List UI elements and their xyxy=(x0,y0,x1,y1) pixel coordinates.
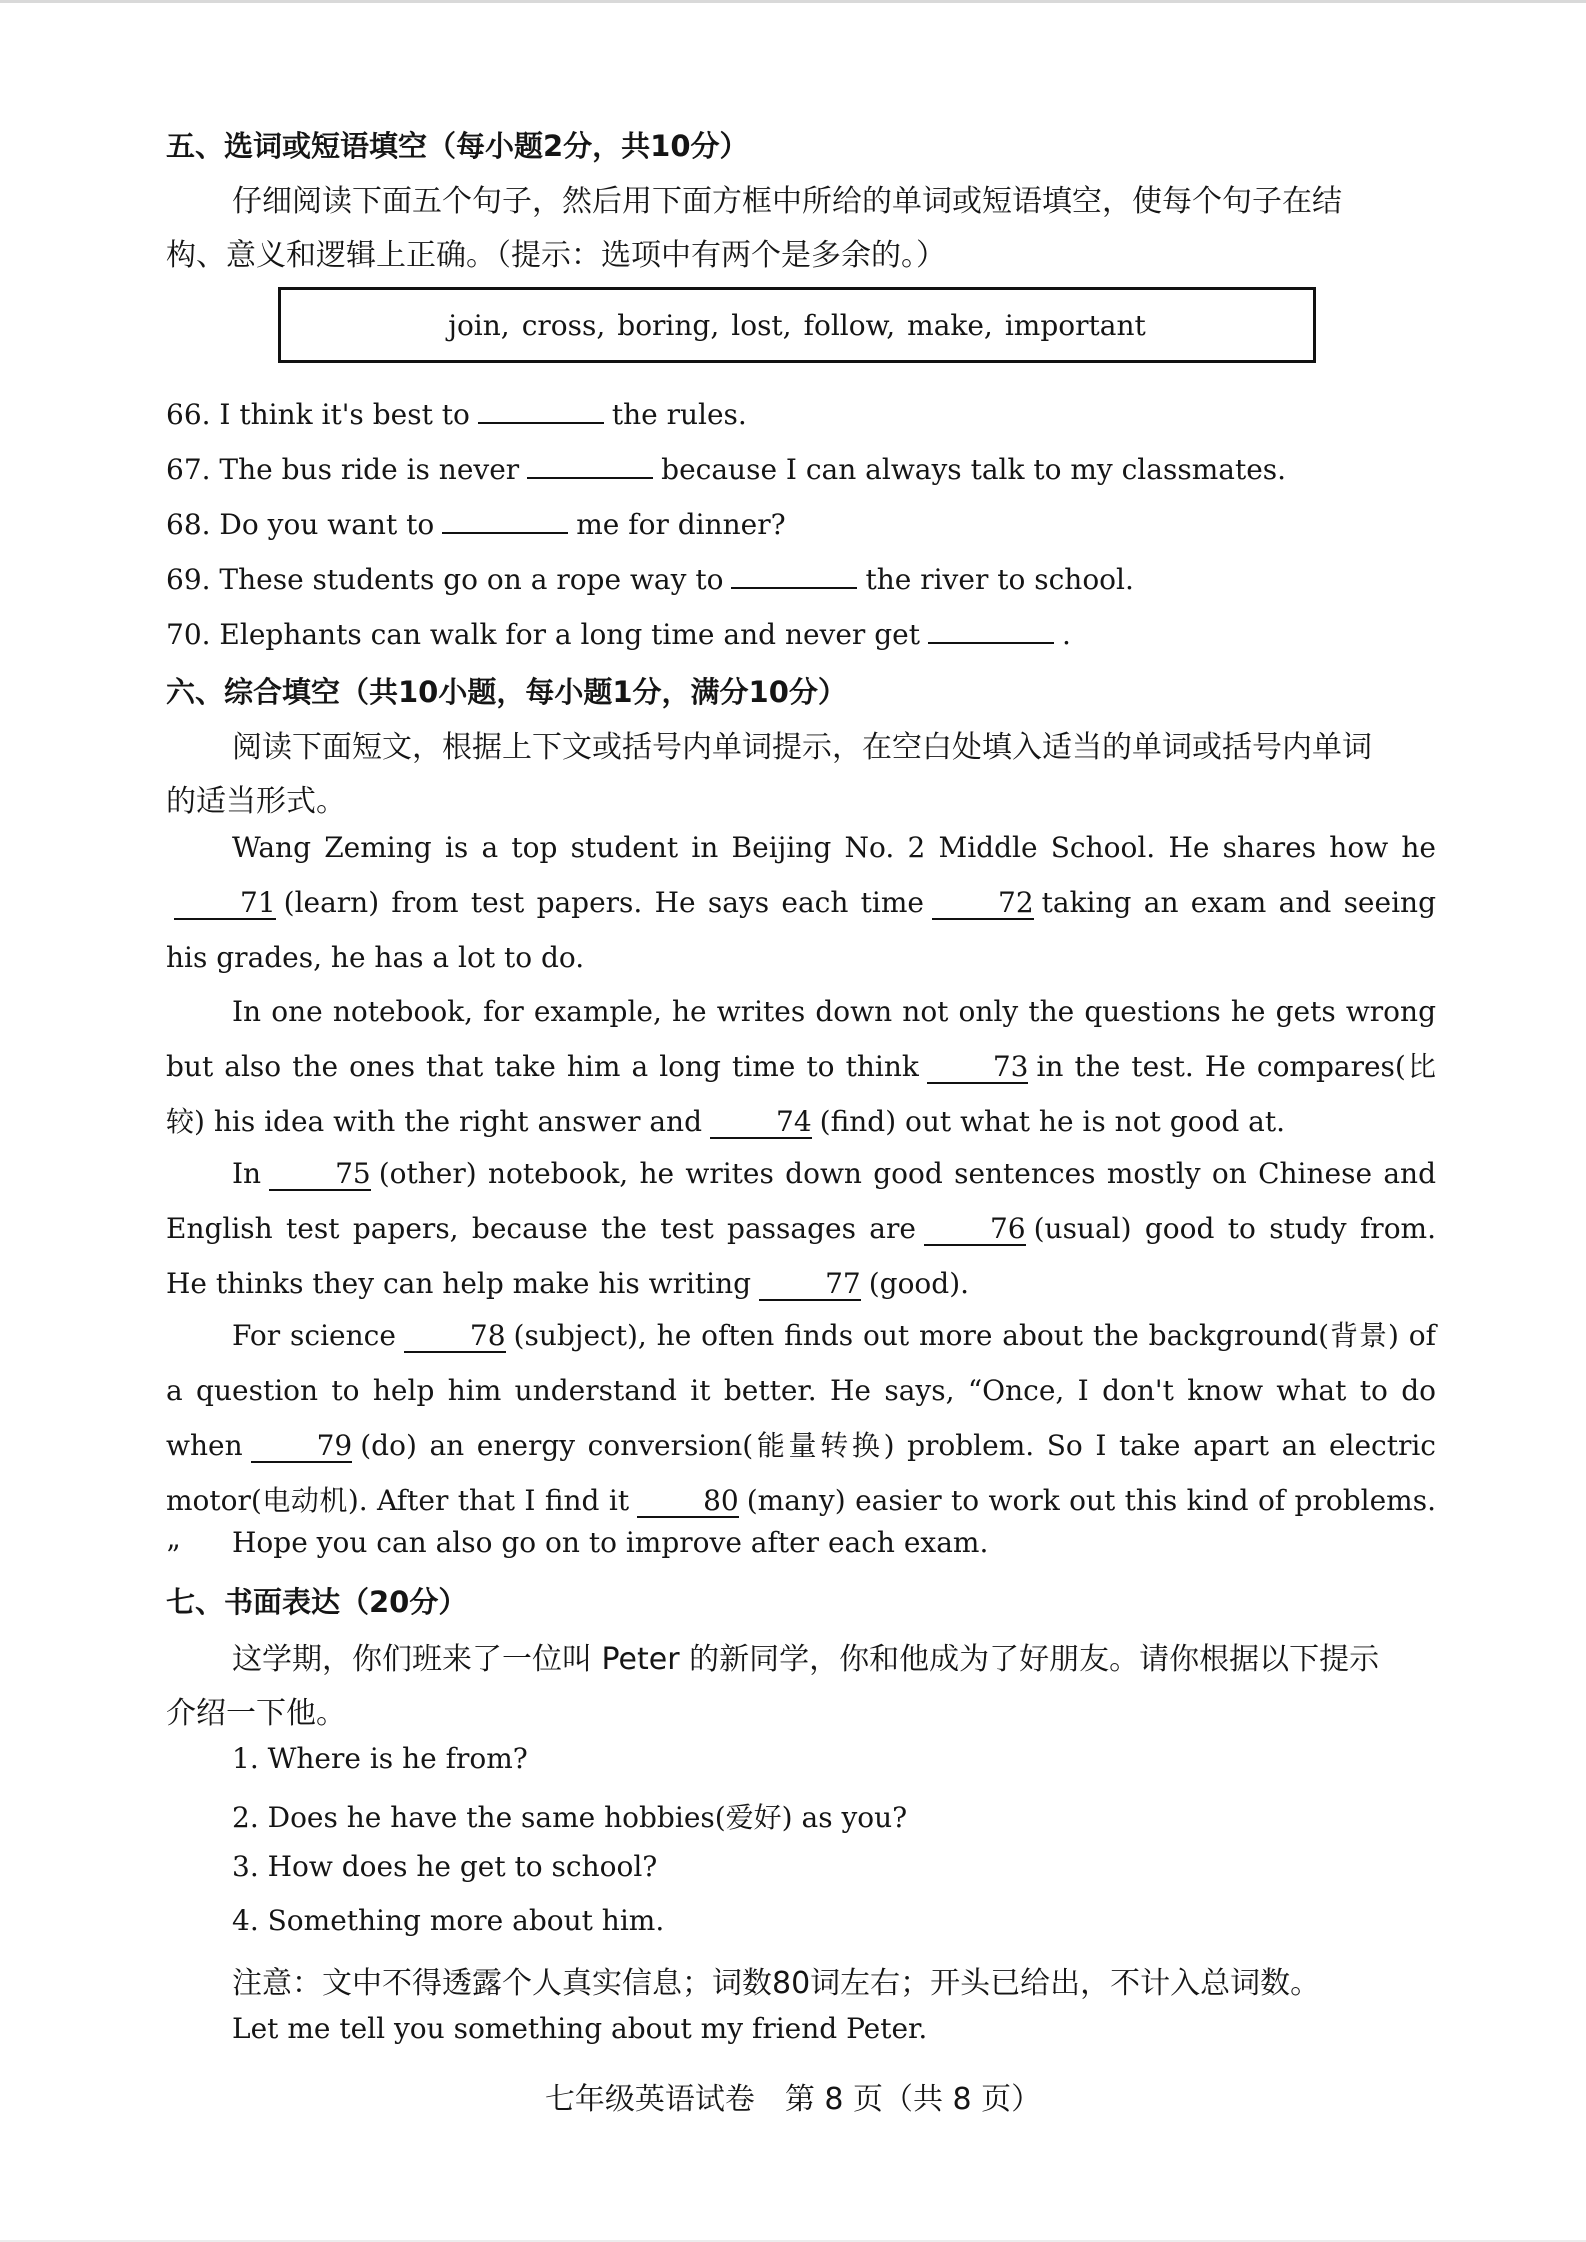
blank-77[interactable]: 77 xyxy=(759,1269,861,1301)
section5-instruction-line1: 仔细阅读下面五个句子，然后用下面方框中所给的单词或短语填空，使每个句子在结 xyxy=(232,184,1342,219)
blank-79[interactable]: 79 xyxy=(251,1431,353,1463)
writing-prompt-3: 3. How does he get to school? xyxy=(232,1850,658,1883)
writing-note: 注意：文中不得透露个人真实信息；词数80词左右；开头已给出，不计入总词数。 xyxy=(232,1966,1321,2001)
blank-75[interactable]: 75 xyxy=(269,1159,371,1191)
question-69 xyxy=(166,561,1134,596)
passage-text: For science xyxy=(232,1319,396,1352)
section6-instruction-line1: 阅读下面短文，根据上下文或括号内单词提示，在空白处填入适当的单词或括号内单词 xyxy=(232,730,1372,765)
blank-74[interactable]: 74 xyxy=(710,1107,812,1139)
question-text: 67. The bus ride is never xyxy=(166,453,520,486)
question-text: 69. These students go on a rope way to xyxy=(166,563,724,596)
section7-instruction-line2: 介绍一下他。 xyxy=(166,1696,346,1731)
passage-text: taking an exam and seeing his grades, he has a lot to do. xyxy=(166,886,1436,974)
writing-prompt-4: 4. Something more about him. xyxy=(232,1904,665,1937)
passage-text: (usual) good to study from. He thinks they can help make his writing xyxy=(166,1212,1437,1300)
blank-72[interactable]: 72 xyxy=(932,888,1034,920)
answer-blank[interactable] xyxy=(478,396,604,424)
section7-instruction-line1: 这学期，你们班来了一位叫 Peter 的新同学，你和他成为了好朋友。请你根据以下提示 xyxy=(232,1642,1380,1677)
passage-text: Wang Zeming is a top student in Beijing No. 2 Middle School. He shares how he xyxy=(232,831,1436,864)
passage-paragraph-3 xyxy=(166,1146,1436,1311)
word-option: make, xyxy=(907,308,993,342)
writing-opening: Let me tell you something about my friend Peter. xyxy=(232,2012,928,2045)
answer-blank[interactable] xyxy=(731,561,857,589)
passage-text: In one notebook, for example, he writes down not only the questions he gets wrong but also the ones that take him a long time to think xyxy=(166,995,1436,1083)
passage-text: In xyxy=(232,1157,262,1190)
word-bank-box xyxy=(278,287,1316,363)
word-option: cross, xyxy=(521,308,606,342)
blank-76[interactable]: 76 xyxy=(924,1214,1026,1246)
section5-instruction-line2: 构、意义和逻辑上正确。（提示：选项中有两个是多余的。） xyxy=(166,238,946,273)
section7-heading: 七、书面表达（20分） xyxy=(166,1585,468,1619)
word-option: follow, xyxy=(803,308,896,342)
page-footer: 七年级英语试卷 第 8 页（共 8 页） xyxy=(544,2082,1042,2117)
question-text: 68. Do you want to xyxy=(166,508,435,541)
writing-prompt-2: 2. Does he have the same hobbies(爱好) as you? xyxy=(232,1801,908,1834)
question-text: me for dinner? xyxy=(576,508,786,541)
passage-text: (good). xyxy=(868,1267,970,1300)
passage-paragraph-1 xyxy=(166,820,1436,985)
question-text: . xyxy=(1061,618,1071,651)
question-70 xyxy=(166,616,1071,651)
section6-heading: 六、综合填空（共10小题，每小题1分，满分10分） xyxy=(166,675,847,709)
word-option: lost, xyxy=(731,308,792,342)
question-text: 70. Elephants can walk for a long time and never get xyxy=(166,618,920,651)
answer-blank[interactable] xyxy=(928,616,1054,644)
question-text: 66. I think it's best to xyxy=(166,398,470,431)
section6-instruction-line2: 的适当形式。 xyxy=(166,784,346,819)
word-option: important xyxy=(1004,308,1146,342)
blank-80[interactable]: 80 xyxy=(637,1486,739,1518)
section5-heading: 五、选词或短语填空（每小题2分，共10分） xyxy=(166,129,749,163)
passage-text: in the test. He compares(比较) his idea with the right answer and xyxy=(166,1050,1436,1138)
passage-text: (subject), he often finds out more about the background(背景) of a question to help him understand it better. He says, “Once, I don't know what to do when xyxy=(166,1319,1436,1462)
question-68 xyxy=(166,506,786,541)
passage-text: (learn) from test papers. He says each time xyxy=(283,886,924,919)
blank-71[interactable]: 71 xyxy=(174,888,276,920)
question-text: the rules. xyxy=(611,398,747,431)
word-option: join, xyxy=(448,308,510,342)
passage-text: (do) an energy conversion(能量转换) problem. So I take apart an electric motor(电动机). After that I find it xyxy=(166,1429,1436,1517)
answer-blank[interactable] xyxy=(527,451,653,479)
passage-paragraph-2 xyxy=(166,984,1436,1149)
question-66 xyxy=(166,396,747,431)
question-text: because I can always talk to my classmates. xyxy=(661,453,1287,486)
passage-text: (many) easier to work out this kind of problems. ” xyxy=(166,1484,1436,1572)
writing-prompt-1: 1. Where is he from? xyxy=(232,1742,528,1775)
question-67 xyxy=(166,451,1286,486)
passage-paragraph-5: Hope you can also go on to improve after each exam. xyxy=(232,1526,989,1559)
passage-text: (other) notebook, he writes down good sentences mostly on Chinese and English test papers, because the test passages are xyxy=(166,1157,1436,1245)
answer-blank[interactable] xyxy=(442,506,568,534)
top-border xyxy=(0,0,1586,3)
passage-text: (find) out what he is not good at. xyxy=(819,1105,1286,1138)
blank-73[interactable]: 73 xyxy=(927,1052,1029,1084)
word-option: boring, xyxy=(617,308,720,342)
blank-78[interactable]: 78 xyxy=(404,1321,506,1353)
question-text: the river to school. xyxy=(865,563,1134,596)
